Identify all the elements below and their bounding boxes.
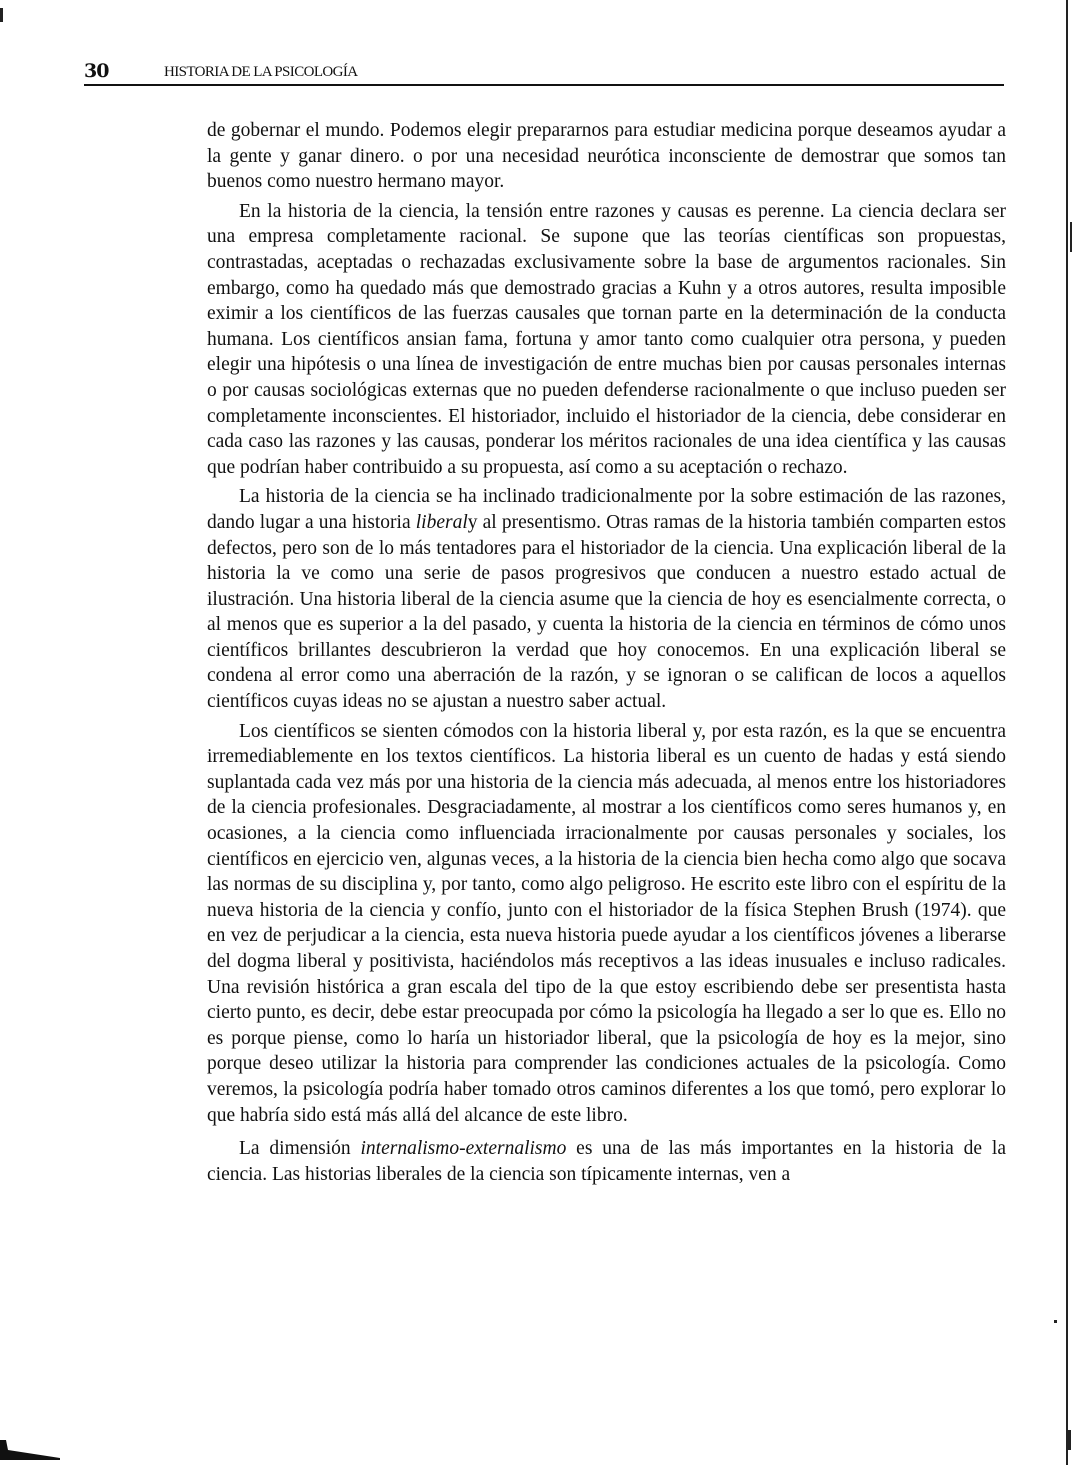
paragraph-text: La dimensión bbox=[239, 1138, 361, 1160]
body-text bbox=[207, 118, 1006, 1187]
paragraph-text: Los científicos se sienten cómodos con la historia liberal y, por esta razón, es la que se encuentra irremediablemente en los textos científicos. La historia liberal es un cuento de hadas y está siendo suplantada cada vez más por una historia de la ciencia más adecuada, al menos entre los historiadores de la ciencia profesionales. Desgraciadamente, al mostrar a los científicos como seres humanos y, en ocasiones, a la ciencia como influenciada irracionalmente por causas personales y sociales, los científicos en ejercicio ven, algunas veces, a la historia de la ciencia bien hecha como algo que socava las normas de su disciplina y, por tanto, como algo peligroso. He escrito este libro con el espíritu de la nueva historia de la ciencia y confío, junto con el historiador de la física Stephen Brush (1974). que en vez de perjudicar a la ciencia, esta nueva historia puede ayudar a los científicos jóvenes a liberarse del dogma liberal y positivista, haciéndolos más receptivos a las ideas inusuales e incluso radicales. Una revisión histórica a gran escala del tipo de la que estoy escribiendo debe ser presentista hasta cierto punto, es decir, debe estar preocupada por cómo la psicología ha llegado a ser lo que es. Ello no es porque piense, como lo haría un historiador liberal, que la psicología de hoy es la mejor, sino porque deseo utilizar la historia para comprender las condiciones actuales de la psicología. Como veremos, la psicología podría haber tomado otros caminos diferentes a los que tomó, pero explorar lo que habría sido está más allá del alcance de este libro. bbox=[207, 720, 1006, 1126]
scan-mark bbox=[1054, 1320, 1057, 1323]
paragraph bbox=[207, 1136, 1006, 1187]
paragraph bbox=[207, 199, 1006, 481]
paragraph bbox=[207, 118, 1006, 195]
scan-mark bbox=[1070, 222, 1072, 252]
paragraph-text: es una de las más importantes en la historia de la ciencia. Las historias liberales de la ciencia son típicamente internas, ven a bbox=[207, 1138, 1006, 1185]
italic-term: liberal bbox=[415, 511, 468, 533]
scan-corner-mark bbox=[0, 1440, 60, 1462]
scan-edge-line bbox=[1066, 0, 1068, 1465]
paragraph bbox=[207, 484, 1006, 714]
paragraph-text: En la historia de la ciencia, la tensión entre razones y causas es perenne. La ciencia declara ser una empresa completamente racional. Se supone que las teorías científicas son propuestas, contrastadas, aceptadas o rechazadas exclusivamente sobre la base de argumentos racionales. Sin embargo, como ha quedado más que demostrado gracias a Kuhn y a otros autores, resulta imposible eximir a los científicos de las fuerzas causales que tornan parte en la determinación de la conducta humana. Los científicos ansian fama, fortuna y amor tanto como cualquier otra persona, y pueden elegir una hipótesis o una línea de investigación de entre muchas bien por causas personales internas o por causas sociológicas externas que no pueden defenderse racionalmente o que incluso pueden ser completamente inconscientes. El historiador, incluido el historiador de la ciencia, debe considerar en cada caso las razones y las causas, ponderar los méritos racionales de una idea científica y las causas que podrían haber contribuido a su propuesta, así como a su aceptación o rechazo. bbox=[207, 200, 1006, 478]
italic-term: internalismo-externalismo bbox=[360, 1138, 567, 1160]
paragraph-text: y al presentismo. Otras ramas de la historia también comparten estos defectos, pero son de lo más tentadores para el historiador de la ciencia. Una explicación liberal de la historia la ve como una serie de pasos progresivos que conducen a nuestro estado actual de ilustración. Una historia liberal de la ciencia asume que la ciencia de hoy es esencialmente correcta, o al menos que es superior a la del pasado, y cuenta la historia de la ciencia en términos de cómo unos científicos brillantes descubrieron la verdad que hoy conocemos. En una explicación liberal se condena al error como una aberración de la razón, y se ignoran o se califican de locos a aquellos científicos cuyas ideas no se ajustan a nuestro saber actual. bbox=[207, 511, 1006, 713]
paragraph-text: de gobernar el mundo. Podemos elegir prepararnos para estudiar medicina porque deseamos ayudar a la gente y ganar dinero. o por una necesidad neurótica inconsciente de demostrar que somos tan buenos como nuestro hermano mayor. bbox=[207, 120, 1006, 193]
header-rule bbox=[84, 84, 1004, 86]
scan-mark bbox=[0, 8, 3, 22]
running-header bbox=[84, 60, 1004, 86]
page-number: 30 bbox=[84, 60, 109, 82]
scan-mark bbox=[1068, 1430, 1071, 1450]
paragraph bbox=[207, 719, 1006, 1129]
running-title: HISTORIA DE LA PSICOLOGÍA bbox=[164, 64, 358, 80]
paragraph-text: La historia de la ciencia se ha inclinado tradicionalmente por la sobre estimación de las razones, dando lugar a una historia bbox=[207, 486, 1006, 533]
